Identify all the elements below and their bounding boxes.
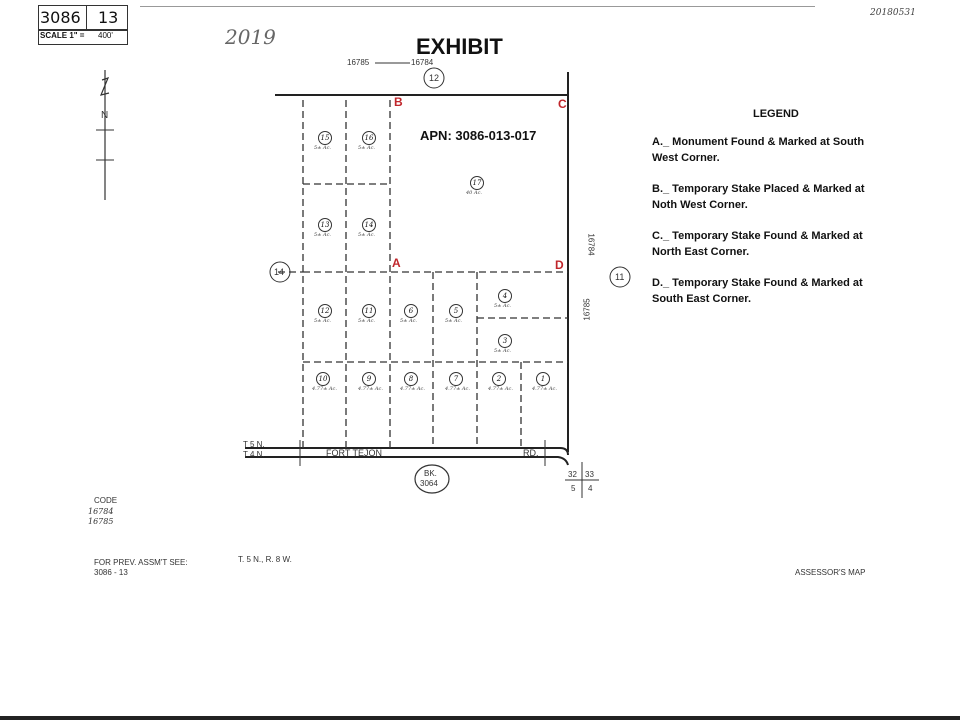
parcel-number-circle: 12 (318, 304, 332, 318)
parcel-area: 5± Ac. (314, 318, 331, 324)
apn-label: APN: 3086-013-017 (420, 128, 537, 143)
bottom-border (0, 716, 960, 720)
prev-assmt: FOR PREV. ASSM'T SEE: (94, 558, 188, 567)
corner-a: A (392, 256, 401, 270)
section-5: 5 (571, 484, 576, 493)
parcel-area: 4.77± Ac. (312, 386, 337, 392)
parcel-area: 4.77± Ac. (488, 386, 513, 392)
parcel-area: 5± Ac. (445, 318, 462, 324)
code-2: 16785 (88, 517, 114, 526)
legend-item-d: D._ Temporary Stake Found & Marked at South East Corner. (652, 277, 863, 305)
exhibit-title: EXHIBIT (416, 34, 503, 59)
date-stamp: 20180531 (870, 8, 916, 18)
parcel-area: 5± Ac. (314, 232, 331, 238)
parcel-number-circle: 10 (316, 372, 330, 386)
section-32: 32 (568, 470, 577, 479)
assessor-map-label: ASSESSOR'S MAP (795, 568, 866, 577)
road-suffix: RD. (523, 448, 539, 458)
road-line-lower (245, 457, 568, 465)
road-line-upper (245, 448, 568, 455)
legend (652, 108, 887, 307)
township-lower: T 4 N. (243, 450, 265, 459)
code-1: 16784 (88, 507, 114, 516)
parcel-number-circle: 4 (498, 289, 512, 303)
parcel-number-circle: 11 (362, 304, 376, 318)
legend-item-b: B._ Temporary Stake Placed & Marked at Noth West Corner. (652, 183, 865, 211)
parcel-number-circle: 13 (318, 218, 332, 232)
top-code-right: 16784 (411, 58, 434, 67)
parcel-area: 5± Ac. (494, 303, 511, 309)
parcel-number-circle: 6 (404, 304, 418, 318)
right-code-left: 16785 (582, 298, 592, 321)
corner-c: C (558, 97, 567, 111)
parcel-area: 40 Ac. (466, 190, 482, 196)
parcel-area: 4.77± Ac. (400, 386, 425, 392)
parcel-area: 5± Ac. (358, 318, 375, 324)
corner-b: B (394, 95, 403, 109)
road-name: FORT TEJON (326, 448, 383, 458)
corner-d: D (555, 258, 564, 272)
parcel-area: 4.77± Ac. (445, 386, 470, 392)
parcel-number-circle: 14 (362, 218, 376, 232)
parcel-number-circle: 8 (404, 372, 418, 386)
parcel-number-circle: 7 (449, 372, 463, 386)
parcel-number-circle: 2 (492, 372, 506, 386)
book-ref-number: 3064 (420, 479, 438, 488)
parcel-area: 4.77± Ac. (532, 386, 557, 392)
parcel-number-circle: 16 (362, 131, 376, 145)
parcel-area: 5± Ac. (400, 318, 417, 324)
trs-label: T. 5 N., R. 8 W. (238, 555, 292, 564)
left-circle-label: 14 (274, 267, 285, 277)
right-code-right: 16784 (586, 233, 596, 256)
north-label: N (101, 110, 109, 121)
parcel-number-circle: 9 (362, 372, 376, 386)
parcel-area: 5± Ac. (358, 145, 375, 151)
township-upper: T 5 N. (243, 440, 265, 449)
code-label: CODE (94, 496, 118, 505)
right-circle-label: 11 (615, 272, 625, 282)
section-4: 4 (588, 484, 593, 493)
prev-ref: 3086 - 13 (94, 568, 128, 577)
parcel-number-circle: 5 (449, 304, 463, 318)
legend-item-c: C._ Temporary Stake Found & Marked at North East Corner. (652, 230, 863, 258)
legend-item-a: A._ Monument Found & Marked at South West Corner. (652, 136, 865, 164)
book-ref-label: BK. (424, 469, 437, 478)
parcel-area: 5± Ac. (314, 145, 331, 151)
year-stamp: 2019 (225, 25, 276, 49)
parcel-area: 5± Ac. (358, 232, 375, 238)
parcel-number-circle: 1 (536, 372, 550, 386)
parcel-number-circle: 17 (470, 176, 484, 190)
top-code-left: 16785 (347, 58, 370, 67)
page-number: 13 (98, 8, 119, 27)
scale-label: SCALE 1" = (40, 31, 85, 40)
parcel-number-circle: 15 (318, 131, 332, 145)
top-circle-label: 12 (429, 73, 440, 83)
scale-value: 400' (98, 31, 113, 40)
north-arrow (96, 70, 114, 200)
parcel-area: 4.77± Ac. (358, 386, 383, 392)
legend-title: LEGEND (753, 108, 799, 120)
section-33: 33 (585, 470, 594, 479)
book-number: 3086 (40, 8, 81, 27)
parcel-number-circle: 3 (498, 334, 512, 348)
parcel-area: 5± Ac. (494, 348, 511, 354)
